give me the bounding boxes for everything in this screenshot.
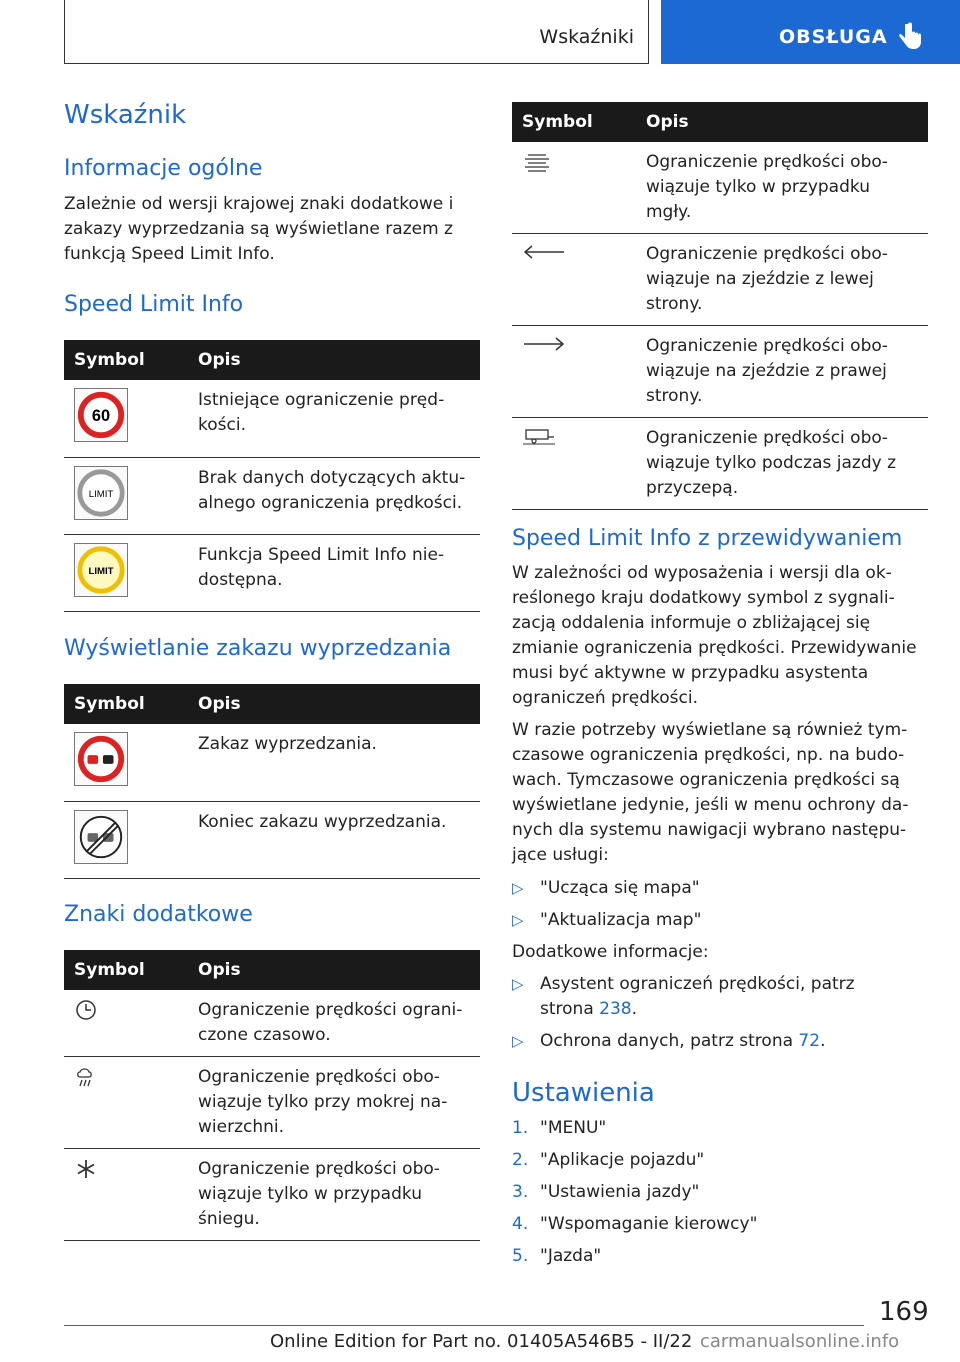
table-row xyxy=(512,326,928,418)
col-symbol: Symbol xyxy=(64,684,188,724)
step-number: 4. xyxy=(512,1214,529,1234)
sign-60-label: 60 xyxy=(91,406,111,425)
service-item: "Ucząca się mapa" xyxy=(540,878,700,898)
predict-paragraph-1: W zależności od wyposażenia i wersji dla określonego kraju dodatkowy symbol z sygnalizacją oddalenia informuje o zbliżającej się zmianie ograniczenia prędkości. Przewidywanie musi być aktywne w przypadku asystenta ograniczeń prędkości. xyxy=(512,563,917,708)
list-item xyxy=(512,876,927,901)
step-text: "Jazda" xyxy=(540,1246,602,1266)
table-row xyxy=(64,990,480,1057)
extra-row-desc: Ograniczenie prędkości obowiązuje tylko podczas jazdy z przyczepą. xyxy=(636,418,928,510)
sli-row-desc: Istniejące ograniczenie prędkości. xyxy=(188,380,480,457)
table-row xyxy=(64,534,480,611)
extra-table-left xyxy=(64,950,480,1241)
service-item: "Aktualizacja map" xyxy=(540,910,702,930)
general-text: Zależnie od wersji krajowej znaki dodatkowe i zakazy wyprzedzania są wyświetlane razem z funkcją Speed Limit Info. xyxy=(64,194,454,264)
footer-divider xyxy=(64,1325,864,1326)
header-chapter-tab xyxy=(661,0,960,64)
overtake-heading: Wyświetlanie zakazu wyprzedzania xyxy=(64,636,452,661)
extra-row-desc: Ograniczenie prędkości obowiązuje tylko przy mokrej nawierzchni. xyxy=(188,1057,480,1149)
step-number: 5. xyxy=(512,1246,529,1266)
triangle-bullet-icon: ▷ xyxy=(512,879,524,897)
header-section-title: Wskaźniki xyxy=(539,26,634,48)
header-section-box xyxy=(64,0,649,64)
fog-icon xyxy=(522,150,552,174)
list-item xyxy=(512,1148,927,1173)
watermark: carmanualsonline.info xyxy=(700,1331,900,1352)
table-row xyxy=(64,724,480,801)
page-number: 169 xyxy=(879,1297,929,1327)
col-symbol: Symbol xyxy=(64,340,188,380)
col-desc: Opis xyxy=(188,950,480,990)
table-row xyxy=(64,801,480,878)
triangle-bullet-icon: ▷ xyxy=(512,1032,524,1050)
sli-row-desc: Funkcja Speed Limit Info niedostępna. xyxy=(188,534,480,611)
predict-heading: Speed Limit Info z przewidywaniem xyxy=(512,526,903,551)
extra-row-desc: Ograniczenie prędkości obowiązuje na zjeździe z prawej strony. xyxy=(636,326,928,418)
col-symbol: Symbol xyxy=(64,950,188,990)
sli-table xyxy=(64,340,480,612)
page-link-238[interactable]: 238 xyxy=(599,999,632,1019)
col-desc: Opis xyxy=(188,684,480,724)
ref-end: . xyxy=(820,1031,826,1051)
overtake-row-desc: Koniec zakazu wyprzedzania. xyxy=(188,801,480,878)
speed-limit-60-sign-icon xyxy=(74,388,128,442)
extra-row-desc: Ograniczenie prędkości obowiązuje tylko w przypadku mgły. xyxy=(636,142,928,234)
list-item xyxy=(512,1244,927,1269)
list-item xyxy=(512,1029,927,1054)
predict-paragraph-2: W razie potrzeby wyświetlane są również tymczasowe ograniczenia prędkości, np. na budowach. Tymczasowe ograniczenia prędkości są wyświetlane jedynie, jeśli w menu ochrony danych dla systemu nawigacji wybrano następujące usługi: xyxy=(512,720,909,865)
more-info-label: Dodatkowe informacje: xyxy=(512,942,709,962)
no-overtaking-sign-icon xyxy=(74,732,128,786)
pointing-hand-icon xyxy=(897,22,923,52)
sli-heading: Speed Limit Info xyxy=(64,292,244,317)
extra-row-desc: Ograniczenie prędkości obowiązuje na zjeździe z lewej strony. xyxy=(636,234,928,326)
rain-icon xyxy=(74,1065,98,1089)
col-desc: Opis xyxy=(636,102,928,142)
step-text: "Ustawienia jazdy" xyxy=(540,1182,700,1202)
step-number: 3. xyxy=(512,1182,529,1202)
general-heading: Informacje ogólne xyxy=(64,156,263,181)
table-row xyxy=(64,1057,480,1149)
triangle-bullet-icon: ▷ xyxy=(512,975,524,993)
trailer-icon xyxy=(522,426,556,446)
settings-heading: Ustawienia xyxy=(512,1078,655,1108)
snowflake-icon xyxy=(74,1157,98,1181)
header-chapter-title: OBSŁUGA xyxy=(779,26,888,48)
ref-end: . xyxy=(631,999,637,1019)
table-row xyxy=(64,457,480,534)
ref-text: Ochrona danych, patrz strona xyxy=(540,1031,799,1051)
sli-row-desc: Brak danych dotyczących aktualnego ograniczenia prędkości. xyxy=(188,457,480,534)
extra-table-right xyxy=(512,102,928,510)
col-symbol: Symbol xyxy=(512,102,636,142)
table-row xyxy=(64,380,480,457)
ref-text: Asystent ograniczeń prędkości, patrz strona xyxy=(540,974,855,1019)
col-desc: Opis xyxy=(188,340,480,380)
limit-unknown-sign-icon xyxy=(74,466,128,520)
list-item xyxy=(512,1116,927,1141)
extra-row-desc: Ograniczenie prędkości ograniczone czasowo. xyxy=(188,990,480,1057)
step-text: "Wspomaganie kierowcy" xyxy=(540,1214,758,1234)
table-row xyxy=(512,418,928,510)
step-text: "MENU" xyxy=(540,1118,607,1138)
table-row xyxy=(64,1149,480,1241)
arrow-right-icon xyxy=(522,334,566,354)
page-link-72[interactable]: 72 xyxy=(798,1031,821,1051)
arrow-left-icon xyxy=(522,242,566,262)
clock-icon xyxy=(74,998,98,1022)
table-row xyxy=(512,234,928,326)
step-text: "Aplikacje pojazdu" xyxy=(540,1150,705,1170)
step-number: 1. xyxy=(512,1118,529,1138)
list-item xyxy=(512,908,927,933)
overtake-row-desc: Zakaz wyprzedzania. xyxy=(188,724,480,801)
sign-limit-yellow-label: LIMIT xyxy=(88,565,114,577)
extra-row-desc: Ograniczenie prędkości obowiązuje tylko w przypadku śniegu. xyxy=(188,1149,480,1241)
overtake-table xyxy=(64,684,480,879)
triangle-bullet-icon: ▷ xyxy=(512,911,524,929)
list-item xyxy=(512,1180,927,1205)
end-no-overtaking-sign-icon xyxy=(74,810,128,864)
sign-limit-label: LIMIT xyxy=(88,488,114,500)
table-row xyxy=(512,142,928,234)
extra-heading: Znaki dodatkowe xyxy=(64,902,253,927)
list-item xyxy=(512,1212,927,1237)
list-item xyxy=(512,972,927,1022)
step-number: 2. xyxy=(512,1150,529,1170)
edition-text: Online Edition for Part no. 01405A546B5 - II/22 xyxy=(270,1331,693,1352)
page-title: Wskaźnik xyxy=(64,100,187,130)
limit-unavailable-sign-icon xyxy=(74,543,128,597)
